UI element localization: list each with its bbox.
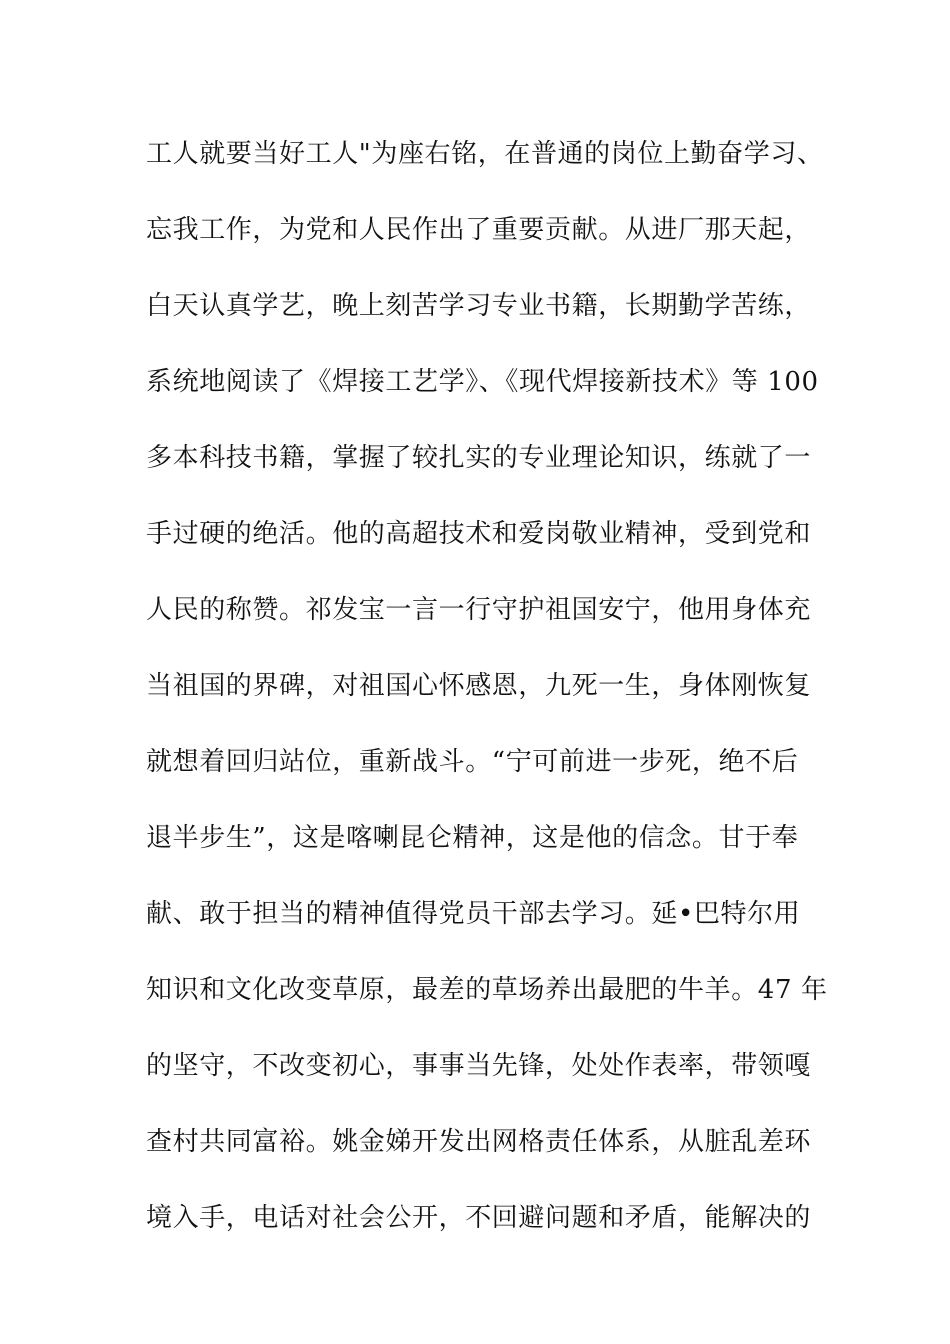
- text-line-6: 手过硬的绝活。他的高超技术和爱岗敬业精神，受到党和: [146, 519, 812, 549]
- text-line-2: 忘我工作，为党和人民作出了重要贡献。从进厂那天起，: [146, 215, 812, 245]
- text-line-8: 当祖国的界碑，对祖国心怀感恩，九死一生，身体刚恢复: [146, 671, 812, 701]
- text-line-4: 系统地阅读了《焊接工艺学》、《现代焊接新技术》等 100: [146, 367, 819, 397]
- text-line-7: 人民的称赞。祁发宝一言一行守护祖国安宁，他用身体充: [146, 595, 812, 625]
- body-text: [146, 128, 828, 1268]
- text-line-11: 献、敢于担当的精神值得党员干部去学习。延•巴特尔用: [146, 899, 801, 929]
- text-line-14: 查村共同富裕。姚金娣开发出网格责任体系，从脏乱差环: [146, 1127, 812, 1157]
- text-line-1: 工人就要当好工人"为座右铭，在普通的岗位上勤奋学习、: [146, 139, 824, 169]
- text-line-15: 境入手，电话对社会公开，不回避问题和矛盾，能解决的: [146, 1203, 812, 1233]
- text-line-9: 就想着回归站位，重新战斗。“宁可前进一步死，绝不后: [146, 747, 799, 777]
- text-line-10: 退半步生”，这是喀喇昆仑精神，这是他的信念。甘于奉: [146, 823, 799, 853]
- text-line-12: 知识和文化改变草原，最差的草场养出最肥的牛羊。47 年: [146, 975, 828, 1005]
- text-line-13: 的坚守，不改变初心，事事当先锋，处处作表率，带领嘎: [146, 1051, 812, 1081]
- text-line-5: 多本科技书籍，掌握了较扎实的专业理论知识，练就了一: [146, 443, 812, 473]
- text-line-3: 白天认真学艺，晚上刻苦学习专业书籍，长期勤学苦练，: [146, 291, 812, 321]
